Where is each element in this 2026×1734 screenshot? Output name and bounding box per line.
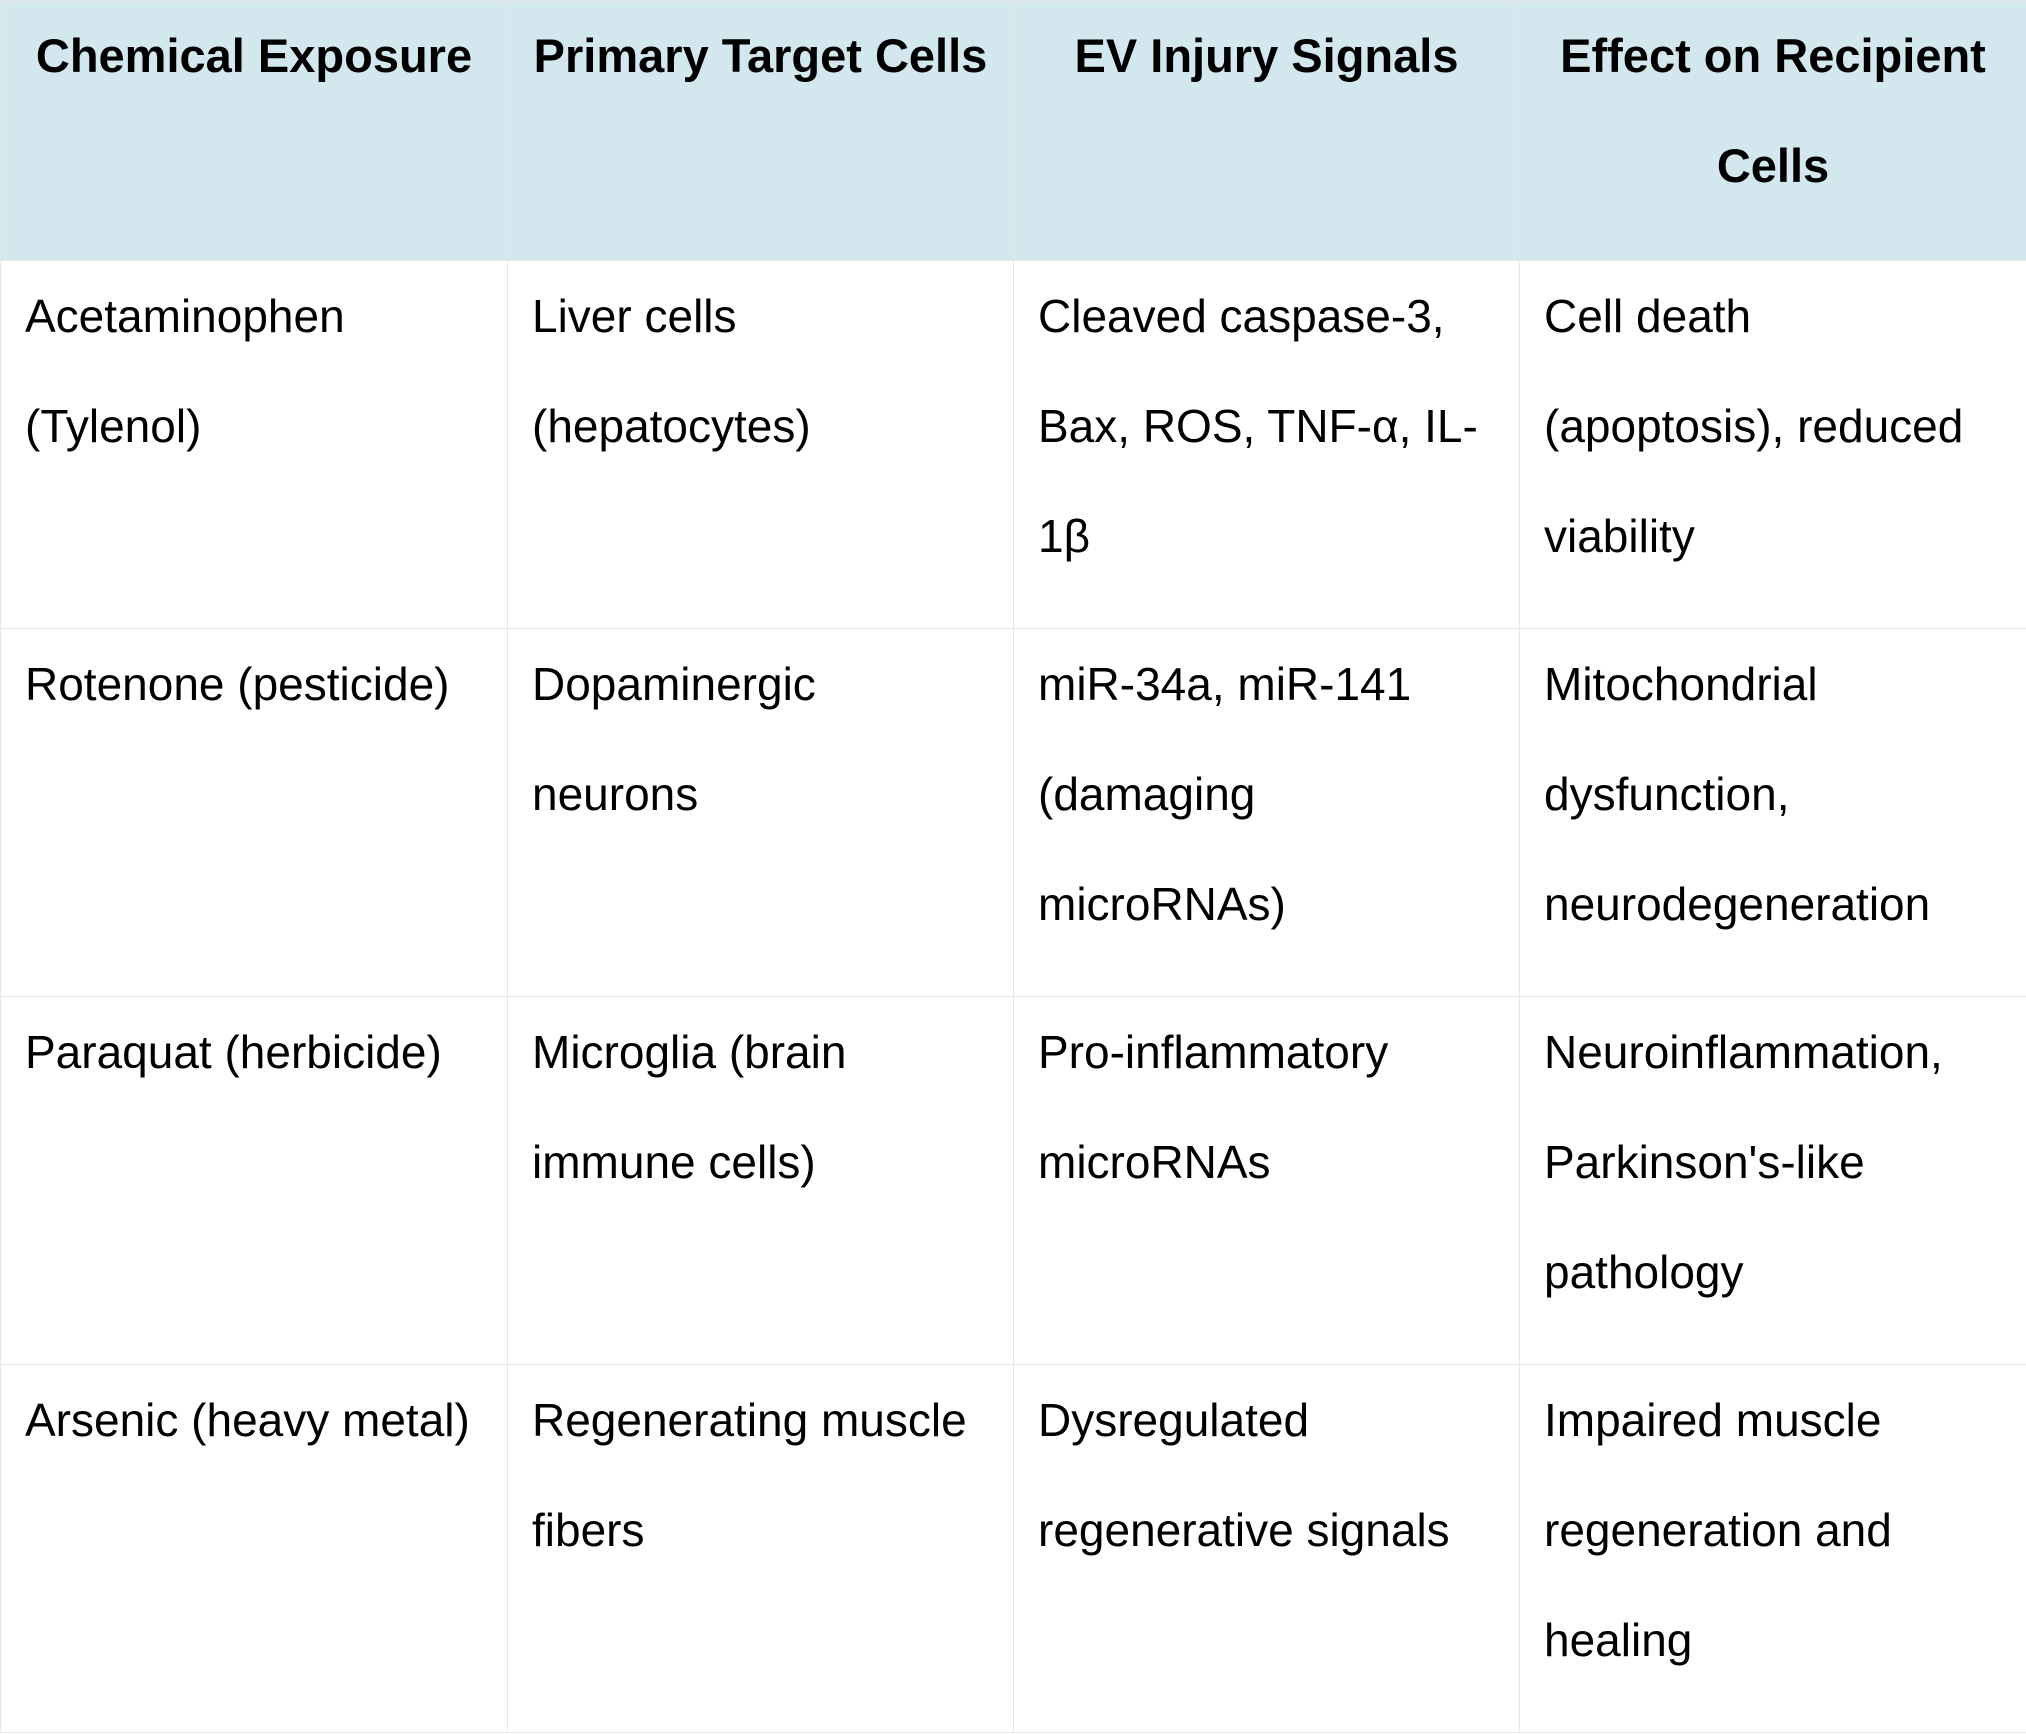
cell-primary-target-cells: Dopaminergic neurons — [508, 629, 1014, 997]
cell-ev-injury-signals: Cleaved caspase-3, Bax, ROS, TNF-α, IL-1β — [1014, 261, 1520, 629]
cell-effect-on-recipient-cells: Mitochondrial dysfunction, neurodegeneration — [1520, 629, 2026, 997]
cell-primary-target-cells: Microglia (brain immune cells) — [508, 997, 1014, 1365]
header-chemical-exposure: Chemical Exposure — [1, 1, 508, 261]
table-row — [1, 261, 2026, 629]
cell-ev-injury-signals: miR-34a, miR-141 (damaging microRNAs) — [1014, 629, 1520, 997]
table-body — [1, 261, 2026, 1733]
cell-primary-target-cells: Liver cells (hepatocytes) — [508, 261, 1014, 629]
cell-effect-on-recipient-cells: Cell death (apoptosis), reduced viability — [1520, 261, 2026, 629]
cell-effect-on-recipient-cells: Neuroinflammation, Parkinson's-like pathology — [1520, 997, 2026, 1365]
cell-primary-target-cells: Regenerating muscle fibers — [508, 1365, 1014, 1733]
cell-ev-injury-signals: Pro-inflammatory microRNAs — [1014, 997, 1520, 1365]
table-row — [1, 629, 2026, 997]
table-row — [1, 1365, 2026, 1733]
cell-ev-injury-signals: Dysregulated regenerative signals — [1014, 1365, 1520, 1733]
table-header — [1, 1, 2026, 261]
cell-effect-on-recipient-cells: Impaired muscle regeneration and healing — [1520, 1365, 2026, 1733]
cell-chemical-exposure: Rotenone (pesticide) — [1, 629, 508, 997]
header-row — [1, 1, 2026, 261]
cell-chemical-exposure: Paraquat (herbicide) — [1, 997, 508, 1365]
cell-chemical-exposure: Arsenic (heavy metal) — [1, 1365, 508, 1733]
table-row — [1, 997, 2026, 1365]
header-ev-injury-signals: EV Injury Signals — [1014, 1, 1520, 261]
cell-chemical-exposure: Acetaminophen (Tylenol) — [1, 261, 508, 629]
header-primary-target-cells: Primary Target Cells — [508, 1, 1014, 261]
header-effect-on-recipient-cells: Effect on Recipient Cells — [1520, 1, 2026, 261]
